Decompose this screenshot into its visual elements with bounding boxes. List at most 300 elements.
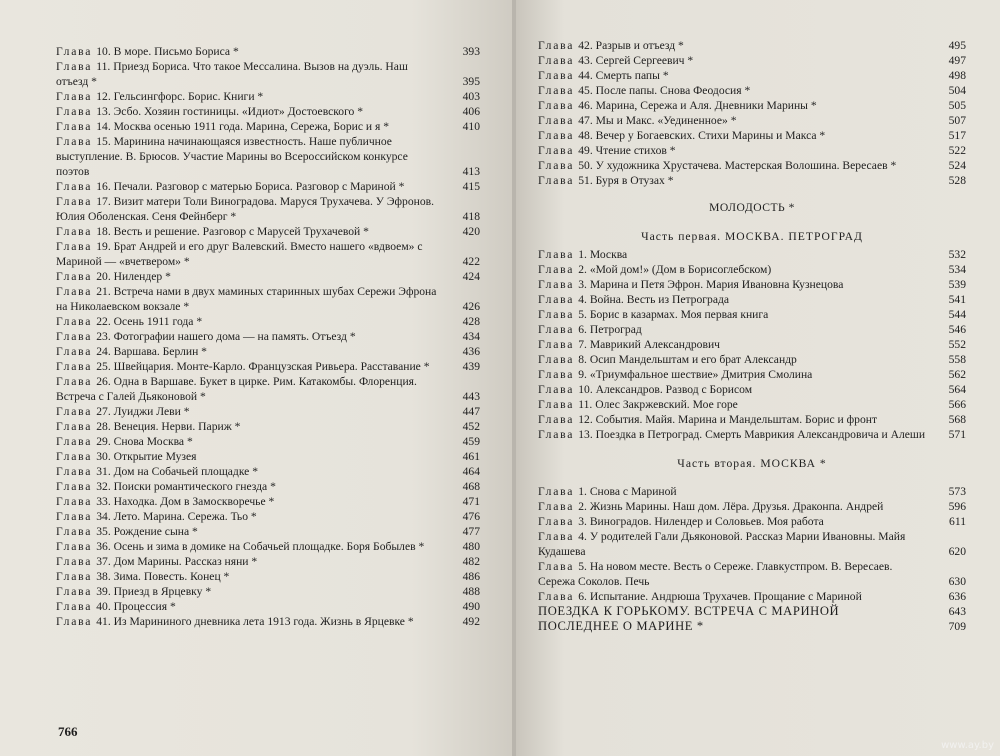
toc-entry [56,434,480,449]
entry-page-number: 571 [948,428,966,441]
toc-entry [538,619,966,634]
entry-title [56,494,450,509]
entry-page-number: 532 [948,248,966,261]
entry-text: 15. Маринина начинающаяся известность. Наше публичное выступление. В. Брюсов. Участие Марины во Всероссийском конкурсе поэтов [56,135,408,178]
entry-label: Глава [538,84,575,97]
toc-list-part-one [538,247,966,442]
entry-title [538,143,936,158]
entry-label: Глава [538,248,575,261]
entry-text: 16. Печали. Разговор с матерью Бориса. Разговор с Мариной * [96,180,405,193]
toc-entry [538,53,966,68]
entry-label: Глава [538,368,575,381]
toc-entry [56,329,480,344]
part-one-heading: Часть первая. МОСКВА. ПЕТРОГРАД [641,230,863,243]
entry-page-number: 464 [462,465,480,478]
entry-page-number: 452 [462,420,480,433]
entry-label: Глава [56,435,93,448]
entry-title [538,514,936,529]
toc-entry [538,128,966,143]
entry-page-number: 566 [948,398,966,411]
entry-page-number: 539 [948,278,966,291]
entry-label: Глава [538,144,575,157]
toc-entry [56,479,480,494]
entry-label: Глава [538,428,575,441]
entry-text: 5. На новом месте. Весть о Сереже. Главкустпром. В. Вересаев. Сережа Соколов. Печь [538,560,893,588]
entry-title [538,559,936,589]
entry-page-number: 422 [462,255,480,268]
section-heading: МОЛОДОСТЬ * [709,201,795,214]
toc-entry [538,247,966,262]
entry-text: 10. В море. Письмо Бориса * [96,45,239,58]
toc-entry [538,38,966,53]
entry-page-number: 488 [462,585,480,598]
entry-label: Глава [56,45,93,58]
entry-text: 25. Швейцария. Монте-Карло. Французская Ривьера. Расставание * [96,360,430,373]
entry-label: Глава [538,353,575,366]
entry-page-number: 507 [948,114,966,127]
entry-text: 41. Из Марининого дневника лета 1913 года. Жизнь в Ярцевке * [96,615,414,628]
entry-label: Глава [56,285,93,298]
entry-text: ПОСЛЕДНЕЕ О МАРИНЕ * [538,619,704,633]
entry-label: Глава [56,360,93,373]
entry-text: 2. «Мой дом!» (Дом в Борисоглебском) [578,263,772,276]
entry-label: Глава [56,600,93,613]
entry-label: Глава [538,515,575,528]
entry-title [56,344,450,359]
entry-text: 32. Поиски романтического гнезда * [96,480,276,493]
entry-text: 1. Снова с Мариной [578,485,677,498]
toc-entry [538,83,966,98]
entry-page-number: 492 [462,615,480,628]
entry-label: Глава [56,480,93,493]
entry-page-number: 434 [462,330,480,343]
entry-text: 29. Снова Москва * [96,435,193,448]
entry-label: Глава [538,293,575,306]
toc-entry [56,584,480,599]
entry-text: 44. Смерть папы * [578,69,669,82]
entry-title [56,239,450,269]
toc-entry [56,419,480,434]
toc-entry [538,173,966,188]
entry-title [538,427,936,442]
entry-title [538,247,936,262]
entry-label: Глава [538,174,575,187]
entry-title [538,529,936,559]
entry-title [56,194,450,224]
entry-text: 21. Встреча нами в двух маминых старинных шубах Сережи Эфрона на Николаевском вокзале * [56,285,437,313]
toc-entry [56,119,480,134]
entry-text: 43. Сергей Сергеевич * [578,54,694,67]
entry-page-number: 534 [948,263,966,276]
entry-title [538,307,936,322]
entry-label: Глава [538,69,575,82]
entry-text: 13. Поездка в Петроград. Смерть Маврикия Александровича и Алеши [578,428,926,441]
entry-page-number: 413 [462,165,480,178]
entry-label: Глава [538,159,575,172]
entry-text: 42. Разрыв и отъезд * [578,39,684,52]
entry-label: Глава [56,615,93,628]
entry-text: 1. Москва [578,248,628,261]
toc-entry [538,397,966,412]
entry-page-number: 611 [949,515,966,528]
entry-label: Глава [56,465,93,478]
entry-label: Глава [538,560,575,573]
entry-page-number: 480 [462,540,480,553]
toc-entry [56,59,480,89]
entry-text: 26. Одна в Варшаве. Букет в цирке. Рим. Катакомбы. Флоренция. Встреча с Галей Дьяконовой * [56,375,417,403]
entry-text: 47. Мы и Макс. «Уединенное» * [578,114,737,127]
entry-title [56,509,450,524]
entry-title [538,262,936,277]
entry-text: 3. Марина и Петя Эфрон. Мария Ивановна Кузнецова [578,278,844,291]
entry-title [56,224,450,239]
entry-title [538,367,936,382]
entry-title [538,412,936,427]
entry-page-number: 524 [948,159,966,172]
entry-text: 12. Гельсингфорс. Борис. Книги * [96,90,264,103]
entry-label: Глава [538,530,575,543]
entry-page-number: 468 [462,480,480,493]
entry-page-number: 573 [948,485,966,498]
entry-label: Глава [538,485,575,498]
entry-title [56,614,450,629]
entry-title [56,89,450,104]
entry-page-number: 403 [462,90,480,103]
entry-text: 22. Осень 1911 года * [96,315,203,328]
entry-text: 8. Осип Мандельштам и его брат Александр [578,353,797,366]
toc-entry [56,134,480,179]
entry-page-number: 415 [462,180,480,193]
entry-title [56,314,450,329]
entry-label: Глава [56,240,93,253]
entry-text: 46. Марина, Сережа и Аля. Дневники Марины * [578,99,817,112]
entry-label: Глава [56,270,93,283]
entry-title [538,397,936,412]
entry-title [538,322,936,337]
toc-entry [538,604,966,619]
toc-entry [56,224,480,239]
entry-page-number: 552 [948,338,966,351]
entry-title [538,128,936,143]
toc-entry [538,499,966,514]
entry-title [538,113,936,128]
entry-title [538,53,936,68]
entry-page-number: 436 [462,345,480,358]
entry-title [56,359,450,374]
toc-entry [56,569,480,584]
toc-entry [538,484,966,499]
entry-page-number: 546 [948,323,966,336]
entry-title [56,179,450,194]
entry-page-number: 482 [462,555,480,568]
entry-page-number: 477 [462,525,480,538]
entry-title [538,337,936,352]
entry-title [538,382,936,397]
entry-label: Глава [56,375,93,388]
entry-text: 35. Рождение сына * [96,525,198,538]
entry-label: Глава [56,135,93,148]
entry-title [538,83,936,98]
toc-entry [538,337,966,352]
toc-entry [56,284,480,314]
toc-entry [538,514,966,529]
entry-text: 49. Чтение стихов * [578,144,676,157]
entry-text: 48. Вечер у Богаевских. Стихи Марины и Макса * [578,129,826,142]
entry-text: 7. Маврикий Александрович [578,338,720,351]
toc-entry [56,509,480,524]
toc-entry [56,359,480,374]
entry-label: Глава [56,60,93,73]
entry-text: 28. Венеция. Нерви. Париж * [96,420,241,433]
toc-entry [538,322,966,337]
entry-label: Глава [538,114,575,127]
toc-entry [538,367,966,382]
entry-title [56,599,450,614]
entry-label: Глава [538,263,575,276]
entry-title [538,499,936,514]
entry-page-number: 709 [948,620,966,633]
entry-title [56,554,450,569]
toc-entry [56,554,480,569]
entry-label: Глава [56,525,93,538]
entry-page-number: 406 [462,105,480,118]
entry-text: 24. Варшава. Берлин * [96,345,207,358]
entry-text: 34. Лето. Марина. Сережа. Тьо * [96,510,257,523]
entry-page-number: 498 [948,69,966,82]
entry-title [56,59,450,89]
entry-title [538,68,936,83]
part-two-heading: Часть вторая. МОСКВА * [677,457,827,470]
entry-title [538,484,936,499]
entry-label: Глава [538,99,575,112]
entry-text: ПОЕЗДКА К ГОРЬКОМУ. ВСТРЕЧА С МАРИНОЙ [538,604,840,618]
entry-label: Глава [56,315,93,328]
entry-label: Глава [56,120,93,133]
entry-page-number: 620 [948,545,966,558]
entry-title [56,44,450,59]
entry-text: 9. «Триумфальное шествие» Дмитрия Смолина [578,368,813,381]
entry-label: Глава [56,495,93,508]
entry-label: Глава [538,54,575,67]
entry-text: 14. Москва осенью 1911 года. Марина, Сережа, Борис и я * [96,120,390,133]
entry-page-number: 418 [462,210,480,223]
toc-entry [538,382,966,397]
entry-title [56,284,450,314]
entry-page-number: 393 [462,45,480,58]
entry-text: 20. Нилендер * [96,270,171,283]
entry-label: Глава [56,225,93,238]
entry-text: 37. Дом Марины. Рассказ няни * [96,555,258,568]
right-page [516,0,1000,756]
entry-page-number: 461 [462,450,480,463]
toc-entry [538,292,966,307]
entry-title [56,134,450,179]
entry-title [56,569,450,584]
entry-title [56,524,450,539]
entry-page-number: 410 [462,120,480,133]
entry-page-number: 541 [948,293,966,306]
entry-text: 45. После папы. Снова Феодосия * [578,84,751,97]
entry-title [538,292,936,307]
entry-text: 6. Петроград [578,323,642,336]
entry-page-number: 426 [462,300,480,313]
entry-title [56,539,450,554]
entry-title [56,329,450,344]
entry-label: Глава [538,278,575,291]
entry-page-number: 643 [948,605,966,618]
toc-entry [56,374,480,404]
entry-text: 4. Война. Весть из Петрограда [578,293,730,306]
toc-entry [56,104,480,119]
toc-entry [56,464,480,479]
toc-entry [538,529,966,559]
entry-page-number: 428 [462,315,480,328]
toc-entry [538,158,966,173]
entry-title [538,173,936,188]
entry-page-number: 424 [462,270,480,283]
entry-text: 5. Борис в казармах. Моя первая книга [578,308,769,321]
toc-entry [56,239,480,269]
toc-entry [538,68,966,83]
entry-label: Глава [56,405,93,418]
entry-label: Глава [56,330,93,343]
entry-label: Глава [538,338,575,351]
entry-title [56,449,450,464]
toc-list-final [538,604,966,634]
entry-text: 19. Брат Андрей и его друг Валевский. Вместо нашего «вдвоем» с Мариной — «вчетвером» * [56,240,423,268]
entry-title [56,479,450,494]
toc-entry [538,277,966,292]
entry-text: 40. Процессия * [96,600,176,613]
entry-label: Глава [56,510,93,523]
toc-entry [538,559,966,589]
entry-label: Глава [538,39,575,52]
toc-entry [538,113,966,128]
entry-title [56,104,450,119]
entry-text: 31. Дом на Собачьей площадке * [96,465,259,478]
entry-page-number: 596 [948,500,966,513]
toc-entry [56,524,480,539]
entry-title [538,38,936,53]
toc-entry [56,44,480,59]
entry-text: 17. Визит матери Толи Виноградова. Маруся Трухачева. У Эфронов. Юлия Оболенская. Сеня Фейнберг * [56,195,435,223]
entry-label: Глава [56,585,93,598]
entry-label: Глава [56,450,93,463]
entry-text: 4. У родителей Гали Дьяконовой. Рассказ Марии Ивановны. Майя Кудашева [538,530,906,558]
entry-text: 33. Находка. Дом в Замоскворечье * [96,495,275,508]
toc-entry [538,427,966,442]
entry-label: Глава [56,420,93,433]
entry-label: Глава [56,180,93,193]
entry-text: 23. Фотографии нашего дома — на память. Отъезд * [96,330,356,343]
entry-page-number: 420 [462,225,480,238]
entry-title [538,619,936,634]
toc-entry [56,89,480,104]
entry-page-number: 447 [462,405,480,418]
toc-list-right-top [538,38,966,188]
entry-page-number: 558 [948,353,966,366]
entry-label: Глава [538,323,575,336]
entry-page-number: 490 [462,600,480,613]
entry-title [538,589,936,604]
entry-text: 13. Эсбо. Хозяин гостиницы. «Идиот» Достоевского * [96,105,364,118]
entry-label: Глава [538,383,575,396]
entry-title [538,98,936,113]
entry-page-number: 528 [948,174,966,187]
entry-label: Глава [56,345,93,358]
entry-label: Глава [56,555,93,568]
entry-text: 2. Жизнь Марины. Наш дом. Лёра. Друзья. Драконпа. Андрей [578,500,884,513]
toc-entry [538,98,966,113]
entry-title [56,269,450,284]
entry-page-number: 630 [948,575,966,588]
entry-title [538,277,936,292]
toc-entry [56,179,480,194]
toc-list-part-two [538,484,966,604]
entry-text: 50. У художника Хрустачева. Мастерская Волошина. Вересаев * [578,159,897,172]
entry-page-number: 443 [462,390,480,403]
toc-entry [56,599,480,614]
toc-entry [56,344,480,359]
entry-text: 18. Весть и решение. Разговор с Марусей Трухачевой * [96,225,369,238]
toc-entry [56,449,480,464]
entry-page-number: 544 [948,308,966,321]
entry-title [56,374,450,404]
entry-text: 38. Зима. Повесть. Конец * [96,570,230,583]
entry-page-number: 476 [462,510,480,523]
entry-label: Глава [538,129,575,142]
entry-title [56,434,450,449]
entry-label: Глава [56,195,93,208]
entry-page-number: 486 [462,570,480,583]
entry-page-number: 562 [948,368,966,381]
entry-text: 30. Открытие Музея [96,450,197,463]
entry-page-number: 459 [462,435,480,448]
toc-entry [56,494,480,509]
toc-entry [538,352,966,367]
entry-text: 27. Луиджи Леви * [96,405,190,418]
watermark: www.ay.by [941,740,994,751]
entry-title [538,158,936,173]
toc-list-left [56,44,480,629]
entry-page-number: 495 [948,39,966,52]
entry-text: 10. Александров. Развод с Борисом [578,383,753,396]
toc-entry [538,589,966,604]
toc-entry [538,143,966,158]
entry-page-number: 497 [948,54,966,67]
toc-entry [538,412,966,427]
toc-entry [56,194,480,224]
entry-page-number: 439 [462,360,480,373]
entry-title [56,464,450,479]
toc-entry [56,269,480,284]
toc-entry [56,404,480,419]
entry-page-number: 517 [948,129,966,142]
entry-page-number: 505 [948,99,966,112]
entry-page-number: 504 [948,84,966,97]
toc-entry [538,307,966,322]
toc-entry [56,539,480,554]
entry-text: 11. Олес Закржевский. Мое горе [578,398,738,411]
entry-label: Глава [538,413,575,426]
toc-entry [56,314,480,329]
entry-text: 51. Буря в Отузах * [578,174,674,187]
entry-page-number: 568 [948,413,966,426]
entry-page-number: 564 [948,383,966,396]
entry-label: Глава [56,570,93,583]
entry-label: Глава [538,500,575,513]
entry-label: Глава [56,105,93,118]
